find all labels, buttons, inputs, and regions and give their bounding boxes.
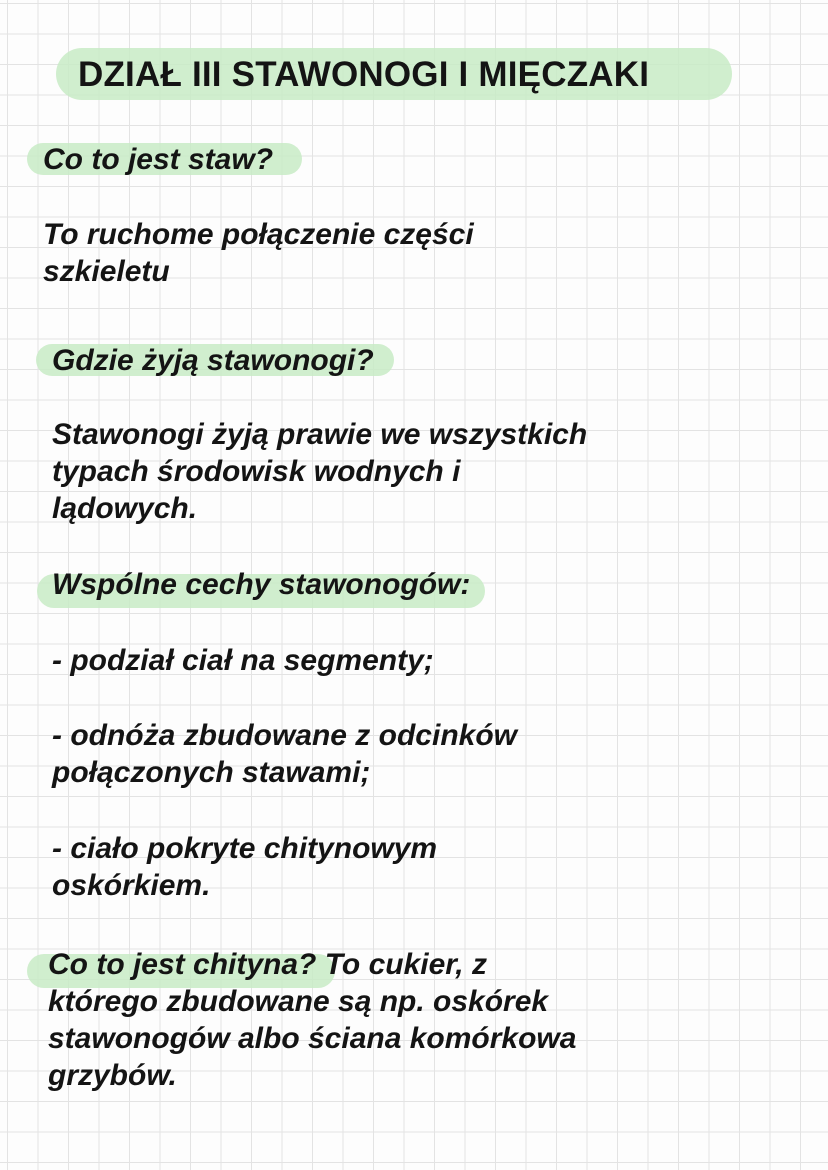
bullet-line: - ciało pokryte chitynowym [52, 832, 438, 865]
bullet-line: - odnóża zbudowane z odcinków [52, 719, 517, 752]
bullet-item [52, 642, 434, 679]
bullet-item [52, 830, 437, 904]
question-staw: Co to jest staw? [43, 143, 274, 176]
question-stawonogi: Gdzie żyją stawonogi? [52, 344, 374, 377]
answer-line: szkieletu [43, 255, 170, 288]
bullet-line: połączonych stawami; [52, 756, 371, 789]
answer-line: To ruchome połączenie części [43, 218, 474, 251]
answer-stawonogi [52, 416, 587, 527]
answer-line: typach środowisk wodnych i [52, 455, 461, 488]
answer-staw [43, 216, 474, 290]
page-title: DZIAŁ III STAWONOGI I MIĘCZAKI [78, 55, 650, 94]
heading-cechy: Wspólne cechy stawonogów: [52, 568, 471, 601]
paragraph-line: którego zbudowane są np. oskórek [48, 985, 549, 1018]
chityna-paragraph [48, 946, 576, 1094]
paragraph-line: stawonogów albo ściana komórkowa [48, 1022, 577, 1055]
answer-line: Stawonogi żyją prawie we wszystkich [52, 418, 588, 451]
paragraph-line: Co to jest chityna? To cukier, z [48, 948, 487, 981]
bullet-line: oskórkiem. [52, 869, 211, 902]
bullet-item [52, 717, 517, 791]
answer-line: lądowych. [52, 492, 198, 525]
bullet-line: - podział ciał na segmenty; [52, 644, 434, 677]
paragraph-line: grzybów. [48, 1059, 177, 1092]
